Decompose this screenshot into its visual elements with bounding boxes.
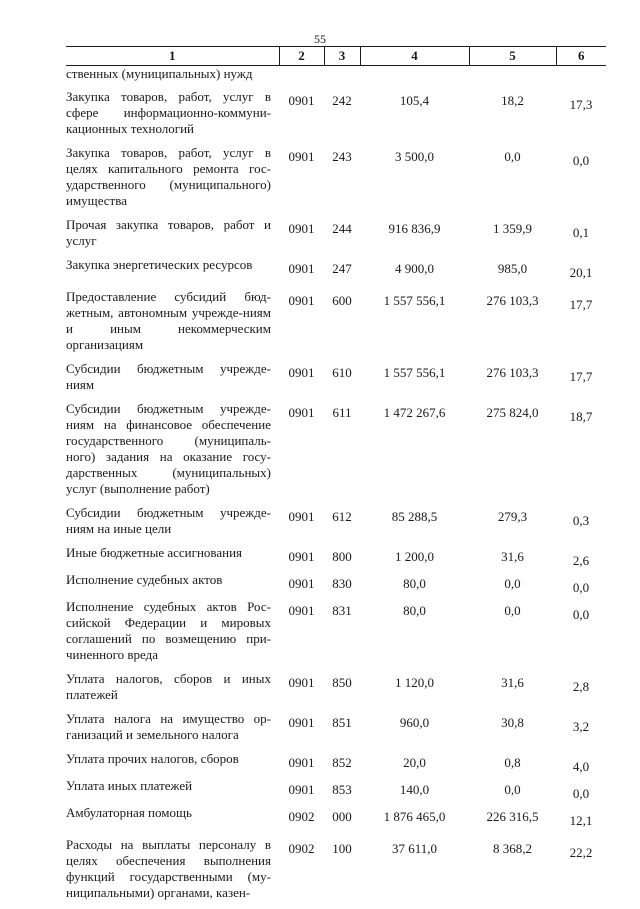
row-name: Уплата иных платежей <box>66 778 279 805</box>
row-expense-type: 610 <box>324 361 360 401</box>
row-fact-amount: 226 316,5 <box>469 805 556 837</box>
row-percent: 2,6 <box>556 545 606 572</box>
row-fact-amount: 8 368,2 <box>469 837 556 909</box>
row-expense-type: 851 <box>324 711 360 751</box>
row-name: Уплата прочих налогов, сборов <box>66 751 279 778</box>
table-row <box>66 217 606 257</box>
header-col-5: 5 <box>469 47 556 66</box>
row-percent: 3,2 <box>556 711 606 751</box>
row-name: Иные бюджетные ассигнования <box>66 545 279 572</box>
row-plan-amount: 1 557 556,1 <box>360 289 469 361</box>
row-fact-amount: 0,0 <box>469 778 556 805</box>
header-col-2: 2 <box>279 47 324 66</box>
table-row <box>66 401 606 505</box>
row-name: Закупка товаров, работ, услуг в сфере информационно-коммуни-кационных технологий <box>66 89 279 145</box>
row-plan-amount: 85 288,5 <box>360 505 469 545</box>
row-plan-amount: 80,0 <box>360 599 469 671</box>
row-plan-amount: 1 120,0 <box>360 671 469 711</box>
row-percent: 2,8 <box>556 671 606 711</box>
table-body <box>66 66 606 909</box>
row-plan-amount: 4 900,0 <box>360 257 469 289</box>
row-plan-amount: 105,4 <box>360 89 469 145</box>
row-expense-type: 852 <box>324 751 360 778</box>
row-plan-amount: 37 611,0 <box>360 837 469 909</box>
row-fact-amount: 0,0 <box>469 572 556 599</box>
row-percent: 0,3 <box>556 505 606 545</box>
row-section-code: 0901 <box>279 545 324 572</box>
row-fact-amount: 30,8 <box>469 711 556 751</box>
table-row <box>66 89 606 145</box>
row-section-code: 0901 <box>279 89 324 145</box>
row-fact-amount: 18,2 <box>469 89 556 145</box>
row-section-code: 0901 <box>279 599 324 671</box>
row-expense-type: 800 <box>324 545 360 572</box>
header-col-6: 6 <box>556 47 606 66</box>
row-name: Прочая закупка товаров, работ и услуг <box>66 217 279 257</box>
table-row <box>66 778 606 805</box>
row-percent: 20,1 <box>556 257 606 289</box>
row-name: Субсидии бюджетным учрежде-ниям на иные цели <box>66 505 279 545</box>
budget-table <box>66 46 606 909</box>
row-name: Амбулаторная помощь <box>66 805 279 837</box>
row-percent: 0,0 <box>556 572 606 599</box>
row-section-code: 0901 <box>279 145 324 217</box>
row-fact-amount: 276 103,3 <box>469 289 556 361</box>
page-number: 55 <box>0 32 640 47</box>
row-fact-amount: 31,6 <box>469 545 556 572</box>
row-plan-amount: 140,0 <box>360 778 469 805</box>
row-expense-type: 242 <box>324 89 360 145</box>
row-section-code: 0902 <box>279 805 324 837</box>
table-row <box>66 545 606 572</box>
table-row <box>66 837 606 909</box>
row-section-code: 0902 <box>279 837 324 909</box>
row-section-code: 0901 <box>279 671 324 711</box>
table-row <box>66 289 606 361</box>
row-fact-amount: 0,0 <box>469 599 556 671</box>
table-row <box>66 145 606 217</box>
row-section-code: 0901 <box>279 711 324 751</box>
table-row <box>66 751 606 778</box>
row-fact-amount: 31,6 <box>469 671 556 711</box>
row-name: Расходы на выплаты персоналу в целях обеспечения выполнения функций государственными (му-ниципальными) органами, казен- <box>66 837 279 909</box>
row-plan-amount: 1 200,0 <box>360 545 469 572</box>
row-name: Исполнение судебных актов Рос-сийской Федерации и мировых соглашений по возмещению при-чиненного вреда <box>66 599 279 671</box>
row-section-code: 0901 <box>279 257 324 289</box>
table-row <box>66 257 606 289</box>
row-expense-type: 247 <box>324 257 360 289</box>
row-percent: 22,2 <box>556 837 606 909</box>
row-fact-amount: 276 103,3 <box>469 361 556 401</box>
row-fact-amount: 1 359,9 <box>469 217 556 257</box>
row-percent: 12,1 <box>556 805 606 837</box>
row-plan-amount: 80,0 <box>360 572 469 599</box>
row-fact-amount: 0,0 <box>469 145 556 217</box>
row-name: Субсидии бюджетным учрежде-ниям <box>66 361 279 401</box>
row-plan-amount: 1 876 465,0 <box>360 805 469 837</box>
row-percent: 0,0 <box>556 145 606 217</box>
table-row <box>66 711 606 751</box>
row-expense-type: 000 <box>324 805 360 837</box>
header-col-1: 1 <box>66 47 279 66</box>
row-percent: 17,3 <box>556 89 606 145</box>
row-section-code: 0901 <box>279 505 324 545</box>
row-percent: 0,1 <box>556 217 606 257</box>
header-row <box>66 47 606 66</box>
row-section-code: 0901 <box>279 778 324 805</box>
header-col-3: 3 <box>324 47 360 66</box>
row-percent: 17,7 <box>556 289 606 361</box>
row-expense-type: 612 <box>324 505 360 545</box>
continuation-row <box>66 66 606 90</box>
row-expense-type: 100 <box>324 837 360 909</box>
row-expense-type: 600 <box>324 289 360 361</box>
row-fact-amount: 279,3 <box>469 505 556 545</box>
row-plan-amount: 1 472 267,6 <box>360 401 469 505</box>
row-section-code: 0901 <box>279 751 324 778</box>
continuation-text: ственных (муниципальных) нужд <box>66 66 279 90</box>
row-section-code: 0901 <box>279 401 324 505</box>
table-row <box>66 599 606 671</box>
row-fact-amount: 275 824,0 <box>469 401 556 505</box>
table-row <box>66 572 606 599</box>
row-section-code: 0901 <box>279 217 324 257</box>
row-name: Исполнение судебных актов <box>66 572 279 599</box>
row-expense-type: 243 <box>324 145 360 217</box>
row-percent: 4,0 <box>556 751 606 778</box>
header-col-4: 4 <box>360 47 469 66</box>
row-plan-amount: 3 500,0 <box>360 145 469 217</box>
row-plan-amount: 20,0 <box>360 751 469 778</box>
row-section-code: 0901 <box>279 572 324 599</box>
row-expense-type: 831 <box>324 599 360 671</box>
row-expense-type: 244 <box>324 217 360 257</box>
row-name: Предоставление субсидий бюд-жетным, автономным учрежде-ниям и иным некоммерческим организациям <box>66 289 279 361</box>
row-percent: 0,0 <box>556 778 606 805</box>
row-expense-type: 611 <box>324 401 360 505</box>
row-percent: 18,7 <box>556 401 606 505</box>
row-expense-type: 830 <box>324 572 360 599</box>
row-name: Закупка энергетических ресурсов <box>66 257 279 289</box>
row-name: Уплата налогов, сборов и иных платежей <box>66 671 279 711</box>
row-percent: 17,7 <box>556 361 606 401</box>
table-row <box>66 361 606 401</box>
row-name: Закупка товаров, работ, услуг в целях капитального ремонта гос-ударственного (муниципального) имущества <box>66 145 279 217</box>
row-expense-type: 853 <box>324 778 360 805</box>
row-plan-amount: 916 836,9 <box>360 217 469 257</box>
row-expense-type: 850 <box>324 671 360 711</box>
table-row <box>66 671 606 711</box>
row-percent: 0,0 <box>556 599 606 671</box>
row-name: Субсидии бюджетным учрежде-ниям на финансовое обеспечение государственного (муниципаль-ного) задания на оказание госу-дарственных (муниципальных) услуг (выполнение работ) <box>66 401 279 505</box>
row-section-code: 0901 <box>279 361 324 401</box>
row-section-code: 0901 <box>279 289 324 361</box>
table-row <box>66 505 606 545</box>
row-fact-amount: 0,8 <box>469 751 556 778</box>
row-fact-amount: 985,0 <box>469 257 556 289</box>
row-name: Уплата налога на имущество ор-ганизаций и земельного налога <box>66 711 279 751</box>
row-plan-amount: 1 557 556,1 <box>360 361 469 401</box>
table-row <box>66 805 606 837</box>
row-plan-amount: 960,0 <box>360 711 469 751</box>
